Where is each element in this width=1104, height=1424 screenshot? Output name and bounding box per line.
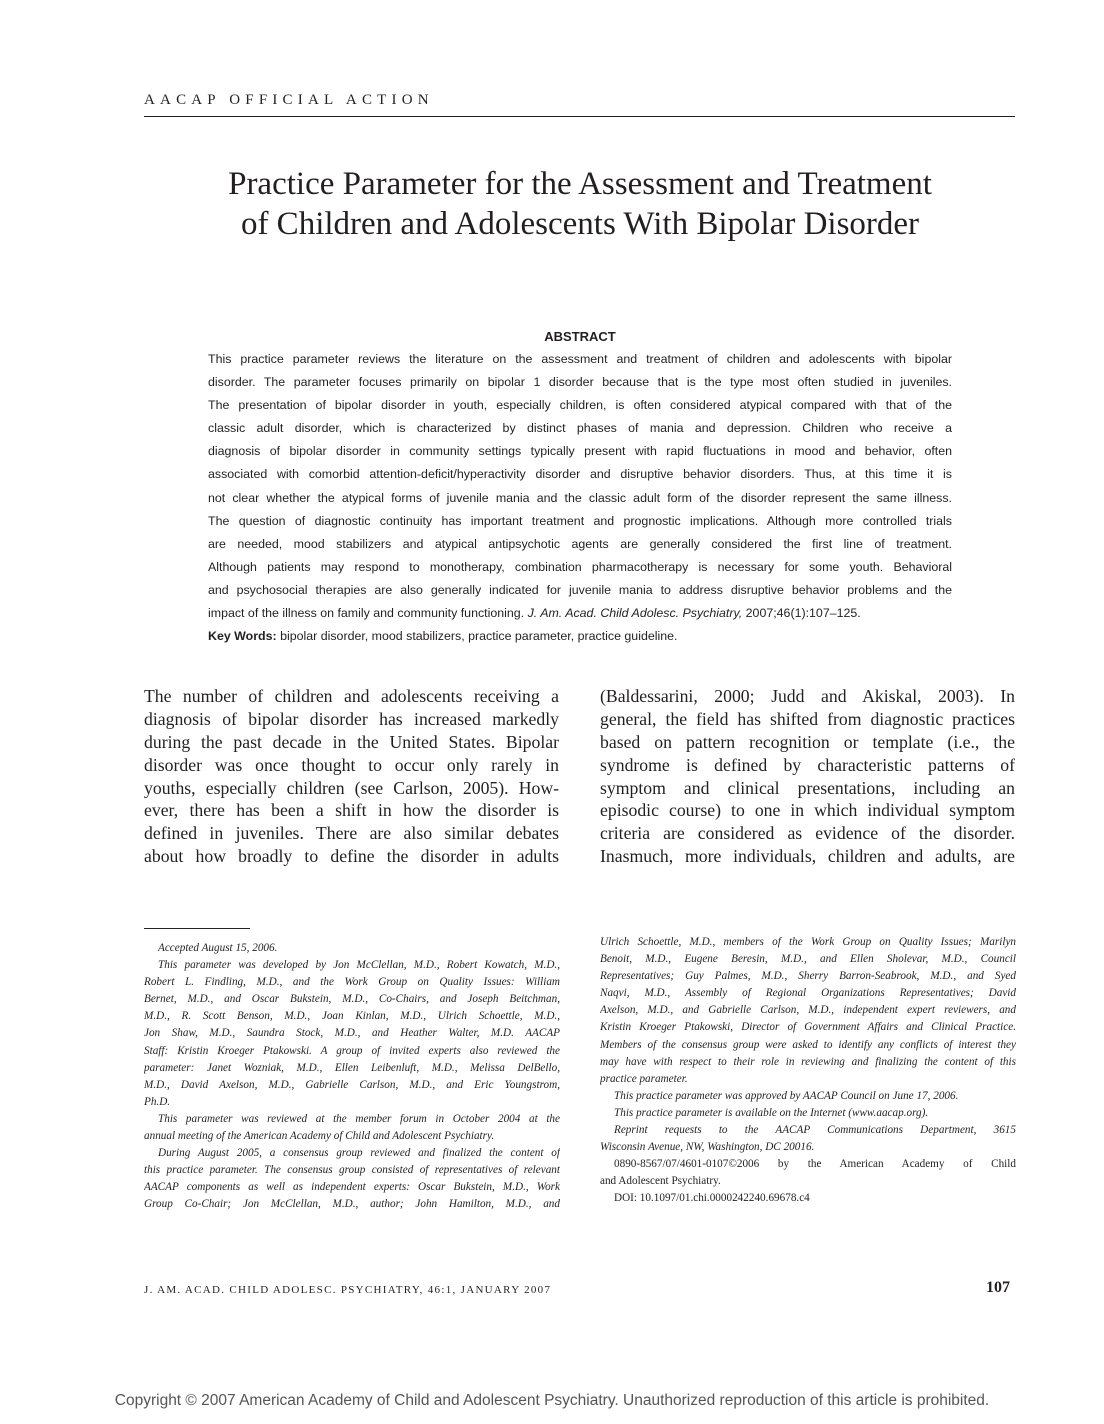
- footnote-line: Wisconsin Avenue, NW, Washington, DC 20016.: [600, 1141, 815, 1154]
- footnote-line: AACAP components as well as independent experts: Oscar Bukstein, M.D., Work: [144, 1181, 560, 1194]
- footnote-line: Ph.D.: [144, 1095, 171, 1108]
- article-title: [150, 164, 1010, 244]
- abstract-body: [208, 348, 952, 602]
- body-text-line: ever, there has been a shift in how the disorder is: [144, 800, 559, 821]
- footnote-line: Robert L. Findling, M.D., and the Work Group on Quality Issues: William: [144, 976, 560, 989]
- footnote-line: This practice parameter was approved by AACAP Council on June 17, 2006.: [614, 1089, 959, 1102]
- title-line: of Children and Adolescents With Bipolar Disorder: [240, 206, 920, 242]
- abstract-line: classic adult disorder, which is characterized by distinct phases of mania and depression. Children who receive a: [208, 421, 952, 436]
- footnote-line: Ulrich Schoettle, M.D., members of the Work Group on Quality Issues; Marilyn: [600, 936, 1016, 948]
- footnote-line: DOI: 10.1097/01.chi.0000242240.69678.c4: [614, 1192, 810, 1205]
- footnote-line: this practice parameter. The consensus group consisted of representatives of relevant: [144, 1164, 560, 1177]
- body-text-line: based on pattern recognition or template (i.e., the: [600, 731, 1015, 752]
- abstract-line: The presentation of bipolar disorder in youth, especially children, is often considered atypical compared with that of the: [208, 398, 952, 413]
- footnote-line: This parameter was developed by Jon McClellan, M.D., Robert Kowatch, M.D.,: [158, 959, 560, 972]
- body-text-line: general, the field has shifted from diagnostic practices: [600, 708, 1015, 729]
- footnote-line: During August 2005, a consensus group reviewed and finalized the content of: [158, 1147, 560, 1160]
- footnote-line: and Adolescent Psychiatry.: [600, 1175, 721, 1188]
- section-label: AACAP OFFICIAL ACTION: [144, 92, 434, 108]
- footnote-line: Axelson, M.D., and Gabrielle Carlson, M.D., independent expert reviewers, and: [600, 1004, 1016, 1017]
- footnotes-left: [144, 940, 560, 1214]
- abstract-line: and psychosocial therapies are also generally indicated for juvenile mania to address disruptive behavior problems and the: [208, 582, 952, 597]
- footnote-line: Bernet, M.D., and Oscar Bukstein, M.D., Co-Chairs, and Joseph Beitchman,: [144, 993, 560, 1006]
- abstract-final-line: [208, 602, 952, 625]
- title-line: Practice Parameter for the Assessment and Treatment: [228, 166, 932, 202]
- footer-journal: J. AM. ACAD. CHILD ADOLESC. PSYCHIATRY, 46:1, JANUARY 2007: [144, 1284, 552, 1296]
- footnote-line: M.D., David Axelson, M.D., Gabrielle Carlson, M.D., and Eric Youngstrom,: [144, 1078, 560, 1091]
- abstract-line: are needed, mood stabilizers and atypical antipsychotic agents are generally considered the first line of treatment.: [208, 536, 952, 551]
- footnote-line: may have with respect to their role in reviewing and finalizing the content of this: [600, 1055, 1016, 1068]
- footnote-line: 0890-8567/07/4601-0107©2006 by the American Academy of Child: [614, 1158, 1016, 1171]
- footnote-line: Accepted August 15, 2006.: [158, 942, 278, 954]
- footnote-rule: [144, 928, 250, 929]
- footnote-line: practice parameter.: [600, 1072, 688, 1085]
- body-text-line: during the past decade in the United States. Bipolar: [144, 731, 559, 752]
- abstract-line: The question of diagnostic continuity has important treatment and prognostic implications. Although more controlled trials: [208, 513, 952, 528]
- footnote-line: parameter: Janet Wozniak, M.D., Ellen Leibenluft, M.D., Melissa DelBello,: [144, 1061, 560, 1074]
- abstract-line: disorder. The parameter focuses primarily on bipolar 1 disorder because that is the type most often studied in juveniles.: [208, 375, 952, 390]
- footnote-line: This parameter was reviewed at the member forum in October 2004 at the: [158, 1112, 560, 1125]
- footnote-line: Staff: Kristin Kroeger Ptakowski. A group of invited experts also reviewed the: [144, 1044, 560, 1057]
- footnote-line: Group Co-Chair; Jon McClellan, M.D., author; John Hamilton, M.D., and: [144, 1198, 560, 1211]
- page-number: 107: [986, 1279, 1010, 1296]
- copyright-notice: Copyright © 2007 American Academy of Child and Adolescent Psychiatry. Unauthorized reproduction of this article is prohibited.: [114, 1392, 990, 1409]
- footnote-line: Naqvi, M.D., Assembly of Regional Organizations Representatives; David: [600, 987, 1016, 1000]
- footnote-line: Benoit, M.D., Eugene Beresin, M.D., and Ellen Sholevar, M.D., Council: [600, 953, 1016, 966]
- footnote-line: M.D., R. Scott Benson, M.D., Joan Kinlan, M.D., Ulrich Schoettle, M.D.,: [144, 1010, 560, 1023]
- body-text-line: disorder was once thought to occur only rarely in: [144, 754, 559, 775]
- abstract-line: This practice parameter reviews the literature on the assessment and treatment of children and adolescents with bipolar: [208, 352, 952, 366]
- citation-details: 2007;46(1):107–125.: [745, 606, 861, 621]
- body-text-line: criteria are considered as evidence of the disorder.: [600, 823, 1015, 844]
- keywords-label: Key Words:: [208, 629, 277, 644]
- body-text-line: Inasmuch, more individuals, children and adults, are: [600, 846, 1015, 867]
- body-text-line: The number of children and adolescents receiving a: [144, 686, 559, 706]
- abstract-heading: ABSTRACT: [544, 329, 616, 344]
- abstract-line: associated with comorbid attention-deficit/hyperactivity disorder and disruptive behavior disorders. Thus, at this time it is: [208, 467, 952, 482]
- body-text-line: symptom and clinical presentations, including an: [600, 777, 1015, 798]
- citation-journal: J. Am. Acad. Child Adolesc. Psychiatry,: [527, 606, 743, 621]
- abstract-final-text: impact of the illness on family and community functioning.: [208, 606, 525, 621]
- body-text-line: defined in juveniles. There are also similar debates: [144, 823, 559, 844]
- header-rule: [144, 116, 1015, 117]
- body-column-left: [144, 685, 559, 868]
- abstract-line: not clear whether the atypical forms of juvenile mania and the classic adult form of the disorder represent the same illness.: [208, 490, 952, 505]
- footnote-line: Representatives; Guy Palmes, M.D., Sherry Barron-Seabrook, M.D., and Syed: [600, 970, 1016, 983]
- keywords-text: bipolar disorder, mood stabilizers, practice parameter, practice guideline.: [280, 629, 678, 644]
- abstract-line: Although patients may respond to monotherapy, combination pharmacotherapy is necessary for some youth. Behavioral: [208, 559, 952, 574]
- body-column-right: [600, 685, 1015, 868]
- footnote-line: Kristin Kroeger Ptakowski, Director of Government Affairs and Clinical Practice.: [600, 1021, 1016, 1034]
- footnote-line: Members of the consensus group were asked to identify any conflicts of interest they: [600, 1038, 1016, 1051]
- footnote-line: This practice parameter is available on the Internet (www.aacap.org).: [614, 1106, 929, 1119]
- footnote-line: Jon Shaw, M.D., Saundra Stock, M.D., and Heather Walter, M.D. AACAP: [144, 1027, 560, 1040]
- footnote-line: Reprint requests to the AACAP Communications Department, 3615: [614, 1124, 1016, 1137]
- body-text-line: episodic course) to one in which individual symptom: [600, 800, 1015, 821]
- body-text-line: youths, especially children (see Carlson, 2005). How-: [144, 777, 559, 798]
- keywords: [208, 625, 952, 648]
- footnote-line: annual meeting of the American Academy of Child and Adolescent Psychiatry.: [144, 1130, 495, 1143]
- body-text-line: about how broadly to define the disorder in adults: [144, 846, 559, 867]
- body-text-line: diagnosis of bipolar disorder has increased markedly: [144, 708, 559, 729]
- abstract: [208, 329, 952, 648]
- footnotes-right: [600, 934, 1016, 1208]
- body-text-line: (Baldessarini, 2000; Judd and Akiskal, 2003). In: [600, 686, 1015, 706]
- body-text-line: syndrome is defined by characteristic patterns of: [600, 754, 1015, 775]
- abstract-line: diagnosis of bipolar disorder in community settings typically present with rapid fluctuations in mood and behavior, often: [208, 444, 952, 459]
